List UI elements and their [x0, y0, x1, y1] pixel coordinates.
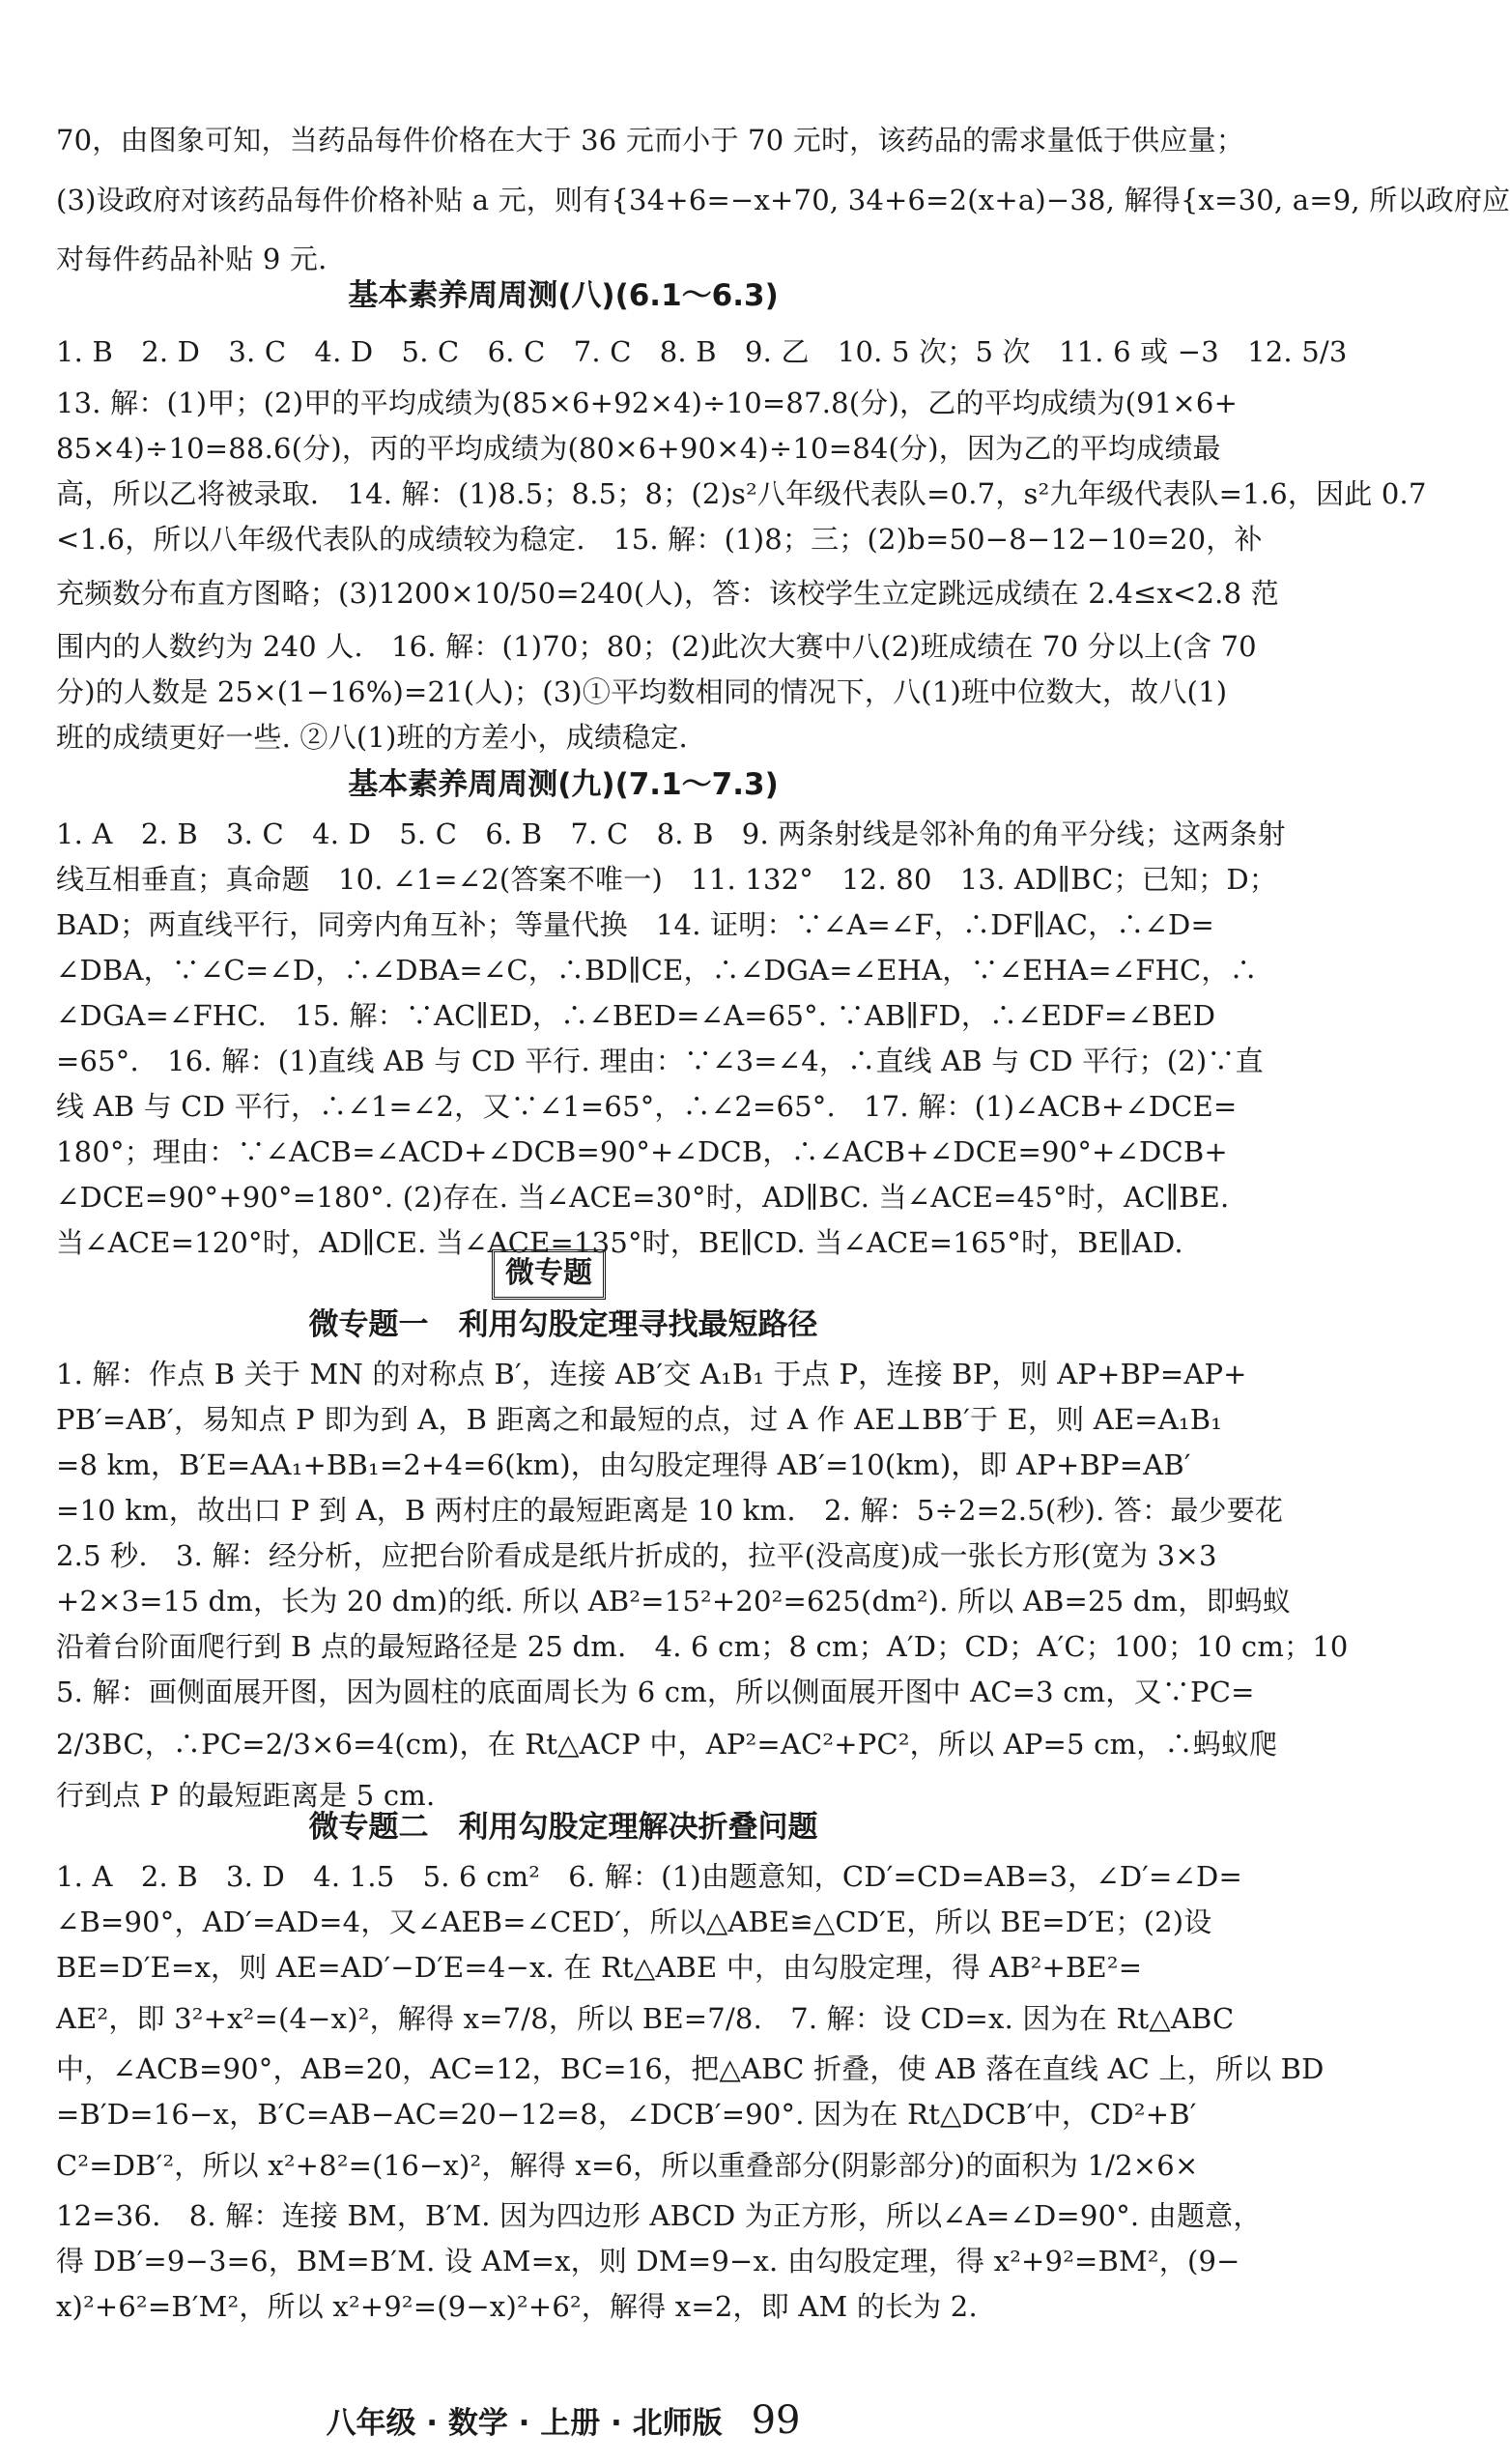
section-title: 基本素养周周测(九)(7.1～7.3) [348, 767, 779, 802]
text-line: 充频数分布直方图略；(3)1200×10/50=240(人)，答：该校学生立定跳远成绩在 2.4≤x<2.8 范 [56, 577, 1279, 610]
text-line: 1. 解：作点 B 关于 MN 的对称点 B′，连接 AB′交 A₁B₁ 于点 P，连接 BP，则 AP+BP=AP+ [56, 1358, 1247, 1390]
text-line: C²=DB′²，所以 x²+8²=(16−x)²，解得 x=6，所以重叠部分(阴影部分)的面积为 1/2×6× [56, 2149, 1199, 2182]
text-line: 2.5 秒. 3. 解：经分析，应把台阶看成是纸片折成的，拉平(没高度)成一张长方形(宽为 3×3 [56, 1539, 1217, 1572]
text-line: 分)的人数是 25×(1−16%)=21(人)；(3)①平均数相同的情况下，八(1)班中位数大，故八(1) [56, 675, 1228, 708]
text-line: =B′D=16−x，B′C=AB−AC=20−12=8，∠DCB′=90°. 因为在 Rt△DCB′中，CD²+B′ [56, 2098, 1197, 2131]
text-line: 围内的人数约为 240 人. 16. 解：(1)70；80；(2)此次大赛中八(2)班成绩在 70 分以上(含 70 [56, 630, 1257, 663]
text-line: BAD；两直线平行，同旁内角互补；等量代换 14. 证明：∵∠A=∠F，∴DF∥AC，∴∠D= [56, 908, 1214, 941]
text-line: =8 km，B′E=AA₁+BB₁=2+4=6(km)，由勾股定理得 AB′=10(km)，即 AP+BP=AB′ [56, 1448, 1191, 1481]
text-line: 行到点 P 的最短距离是 5 cm. [56, 1779, 436, 1812]
text-line: ∠DCE=90°+90°=180°. (2)存在. 当∠ACE=30°时，AD∥BC. 当∠ACE=45°时，AC∥BE. [56, 1181, 1230, 1214]
text-line: 180°；理由：∵∠ACB=∠ACD+∠DCB=90°+∠DCB，∴∠ACB+∠DCE=90°+∠DCB+ [56, 1135, 1228, 1168]
micro-topic-1 [56, 1298, 1349, 1819]
footer-book-info: 八年级 · 数学 · 上册 · 北师版 [326, 2406, 723, 2441]
text-line: +2×3=15 dm，长为 20 dm)的纸. 所以 AB²=15²+20²=625(dm²). 所以 AB=25 dm，即蚂蚁 [56, 1585, 1292, 1618]
micro-topic-2 [56, 1800, 1325, 2330]
text-line: AE²，即 3²+x²=(4−x)²，解得 x=7/8，所以 BE=7/8. 7. 解：设 CD=x. 因为在 Rt△ABC [56, 2002, 1235, 2035]
text-line: 班的成绩更好一些. ②八(1)班的方差小，成绩稳定. [56, 721, 688, 754]
text-line: =65°. 16. 解：(1)直线 AB 与 CD 平行. 理由：∵∠3=∠4，∴直线 AB 与 CD 平行；(2)∵直 [56, 1045, 1264, 1077]
text-line: x)²+6²=B′M²，所以 x²+9²=(9−x)²+6²，解得 x=2，即 AM 的长为 2. [56, 2290, 978, 2323]
text-line: (3)设政府对该药品每件价格补贴 a 元，则有{34+6=−x+70, 34+6=2(x+a)−38, 解得{x=30, a=9, 所以政府应 [56, 184, 1510, 216]
text-line: 对每件药品补贴 9 元. [56, 243, 328, 275]
page-number: 99 [751, 2398, 801, 2443]
text-line: 线 AB 与 CD 平行，∴∠1=∠2，又∵∠1=65°，∴∠2=65°. 17. 解：(1)∠ACB+∠DCE= [56, 1090, 1238, 1123]
text-line: 当∠ACE=120°时，AD∥CE. 当∠ACE=135°时，BE∥CD. 当∠ACE=165°时，BE∥AD. [56, 1226, 1183, 1259]
text-line: ∠DGA=∠FHC. 15. 解：∵AC∥ED，∴∠BED=∠A=65°. ∵AB∥FD，∴∠EDF=∠BED [56, 999, 1216, 1032]
text-line: 85×4)÷10=88.6(分)，丙的平均成绩为(80×6+90×4)÷10=84(分)，因为乙的平均成绩最 [56, 432, 1221, 465]
text-line: 5. 解：画侧面展开图，因为圆柱的底面周长为 6 cm，所以侧面展开图中 AC=3 cm，又∵PC= [56, 1676, 1255, 1708]
text-line: 线互相垂直；真命题 10. ∠1=∠2(答案不唯一) 11. 132° 12. 80 13. AD∥BC；已知；D； [56, 863, 1278, 896]
text-line: 12=36. 8. 解：连接 BM，B′M. 因为四边形 ABCD 为正方形，所以∠A=∠D=90°. 由题意， [56, 2199, 1262, 2232]
section-title: 基本素养周周测(八)(6.1～6.3) [348, 278, 779, 313]
text-line: 1. A 2. B 3. C 4. D 5. C 6. B 7. C 8. B 9. 两条射线是邻补角的角平分线；这两条射 [56, 817, 1286, 850]
text-line: ∠DBA，∵∠C=∠D，∴∠DBA=∠C，∴BD∥CE，∴∠DGA=∠EHA，∵∠EHA=∠FHC，∴ [56, 954, 1258, 987]
section-title: 微专题一 利用勾股定理寻找最短路径 [308, 1307, 818, 1342]
section-title: 微专题二 利用勾股定理解决折叠问题 [308, 1810, 818, 1845]
section-quiz-9 [56, 758, 1286, 1266]
micro-topic-heading: 微专题 [492, 1249, 606, 1300]
top-continuation [56, 118, 1510, 282]
text-line: 中，∠ACB=90°，AB=20，AC=12，BC=16，把△ABC 折叠，使 AB 落在直线 AC 上，所以 BD [56, 2052, 1325, 2085]
text-line: ∠B=90°，AD′=AD=4，又∠AEB=∠CED′，所以△ABE≌△CD′E，所以 BE=D′E；(2)设 [56, 1905, 1212, 1938]
page-footer [0, 2398, 1126, 2443]
text-line: <1.6，所以八年级代表队的成绩较为稳定. 15. 解：(1)8；三；(2)b=50−8−12−10=20，补 [56, 523, 1263, 556]
section-quiz-8 [56, 269, 1427, 760]
text-line: 得 DB′=9−3=6，BM=B′M. 设 AM=x，则 DM=9−x. 由勾股定理，得 x²+9²=BM²，(9− [56, 2245, 1240, 2278]
text-line: 高，所以乙将被录取. 14. 解：(1)8.5；8.5；8；(2)s²八年级代表队=0.7，s²九年级代表队=1.6，因此 0.7 [56, 477, 1427, 510]
text-line: 2/3BC，∴PC=2/3×6=4(cm)，在 Rt△ACP 中，AP²=AC²+PC²，所以 AP=5 cm，∴蚂蚁爬 [56, 1728, 1278, 1761]
text-line: PB′=AB′，易知点 P 即为到 A，B 距离之和最短的点，过 A 作 AE⊥BB′于 E，则 AE=A₁B₁ [56, 1403, 1223, 1436]
text-line: 1. B 2. D 3. C 4. D 5. C 6. C 7. C 8. B 9. 乙 10. 5 次；5 次 11. 6 或 −3 12. 5/3 [56, 335, 1348, 368]
text-line: 13. 解：(1)甲；(2)甲的平均成绩为(85×6+92×4)÷10=87.8(分)，乙的平均成绩为(91×6+ [56, 387, 1239, 419]
text-line: BE=D′E=x，则 AE=AD′−D′E=4−x. 在 Rt△ABE 中，由勾股定理，得 AB²+BE²= [56, 1951, 1143, 1984]
text-line: 1. A 2. B 3. D 4. 1.5 5. 6 cm² 6. 解：(1)由题意知，CD′=CD=AB=3，∠D′=∠D= [56, 1860, 1243, 1893]
text-line: 70，由图象可知，当药品每件价格在大于 36 元而小于 70 元时，该药品的需求量低于供应量； [56, 124, 1244, 157]
text-line: =10 km，故出口 P 到 A，B 两村庄的最短距离是 10 km. 2. 解：5÷2=2.5(秒). 答：最少要花 [56, 1494, 1284, 1527]
text-line: 沿着台阶面爬行到 B 点的最短路径是 25 dm. 4. 6 cm；8 cm；A′D；CD；A′C；100；10 cm；10 [56, 1630, 1349, 1663]
